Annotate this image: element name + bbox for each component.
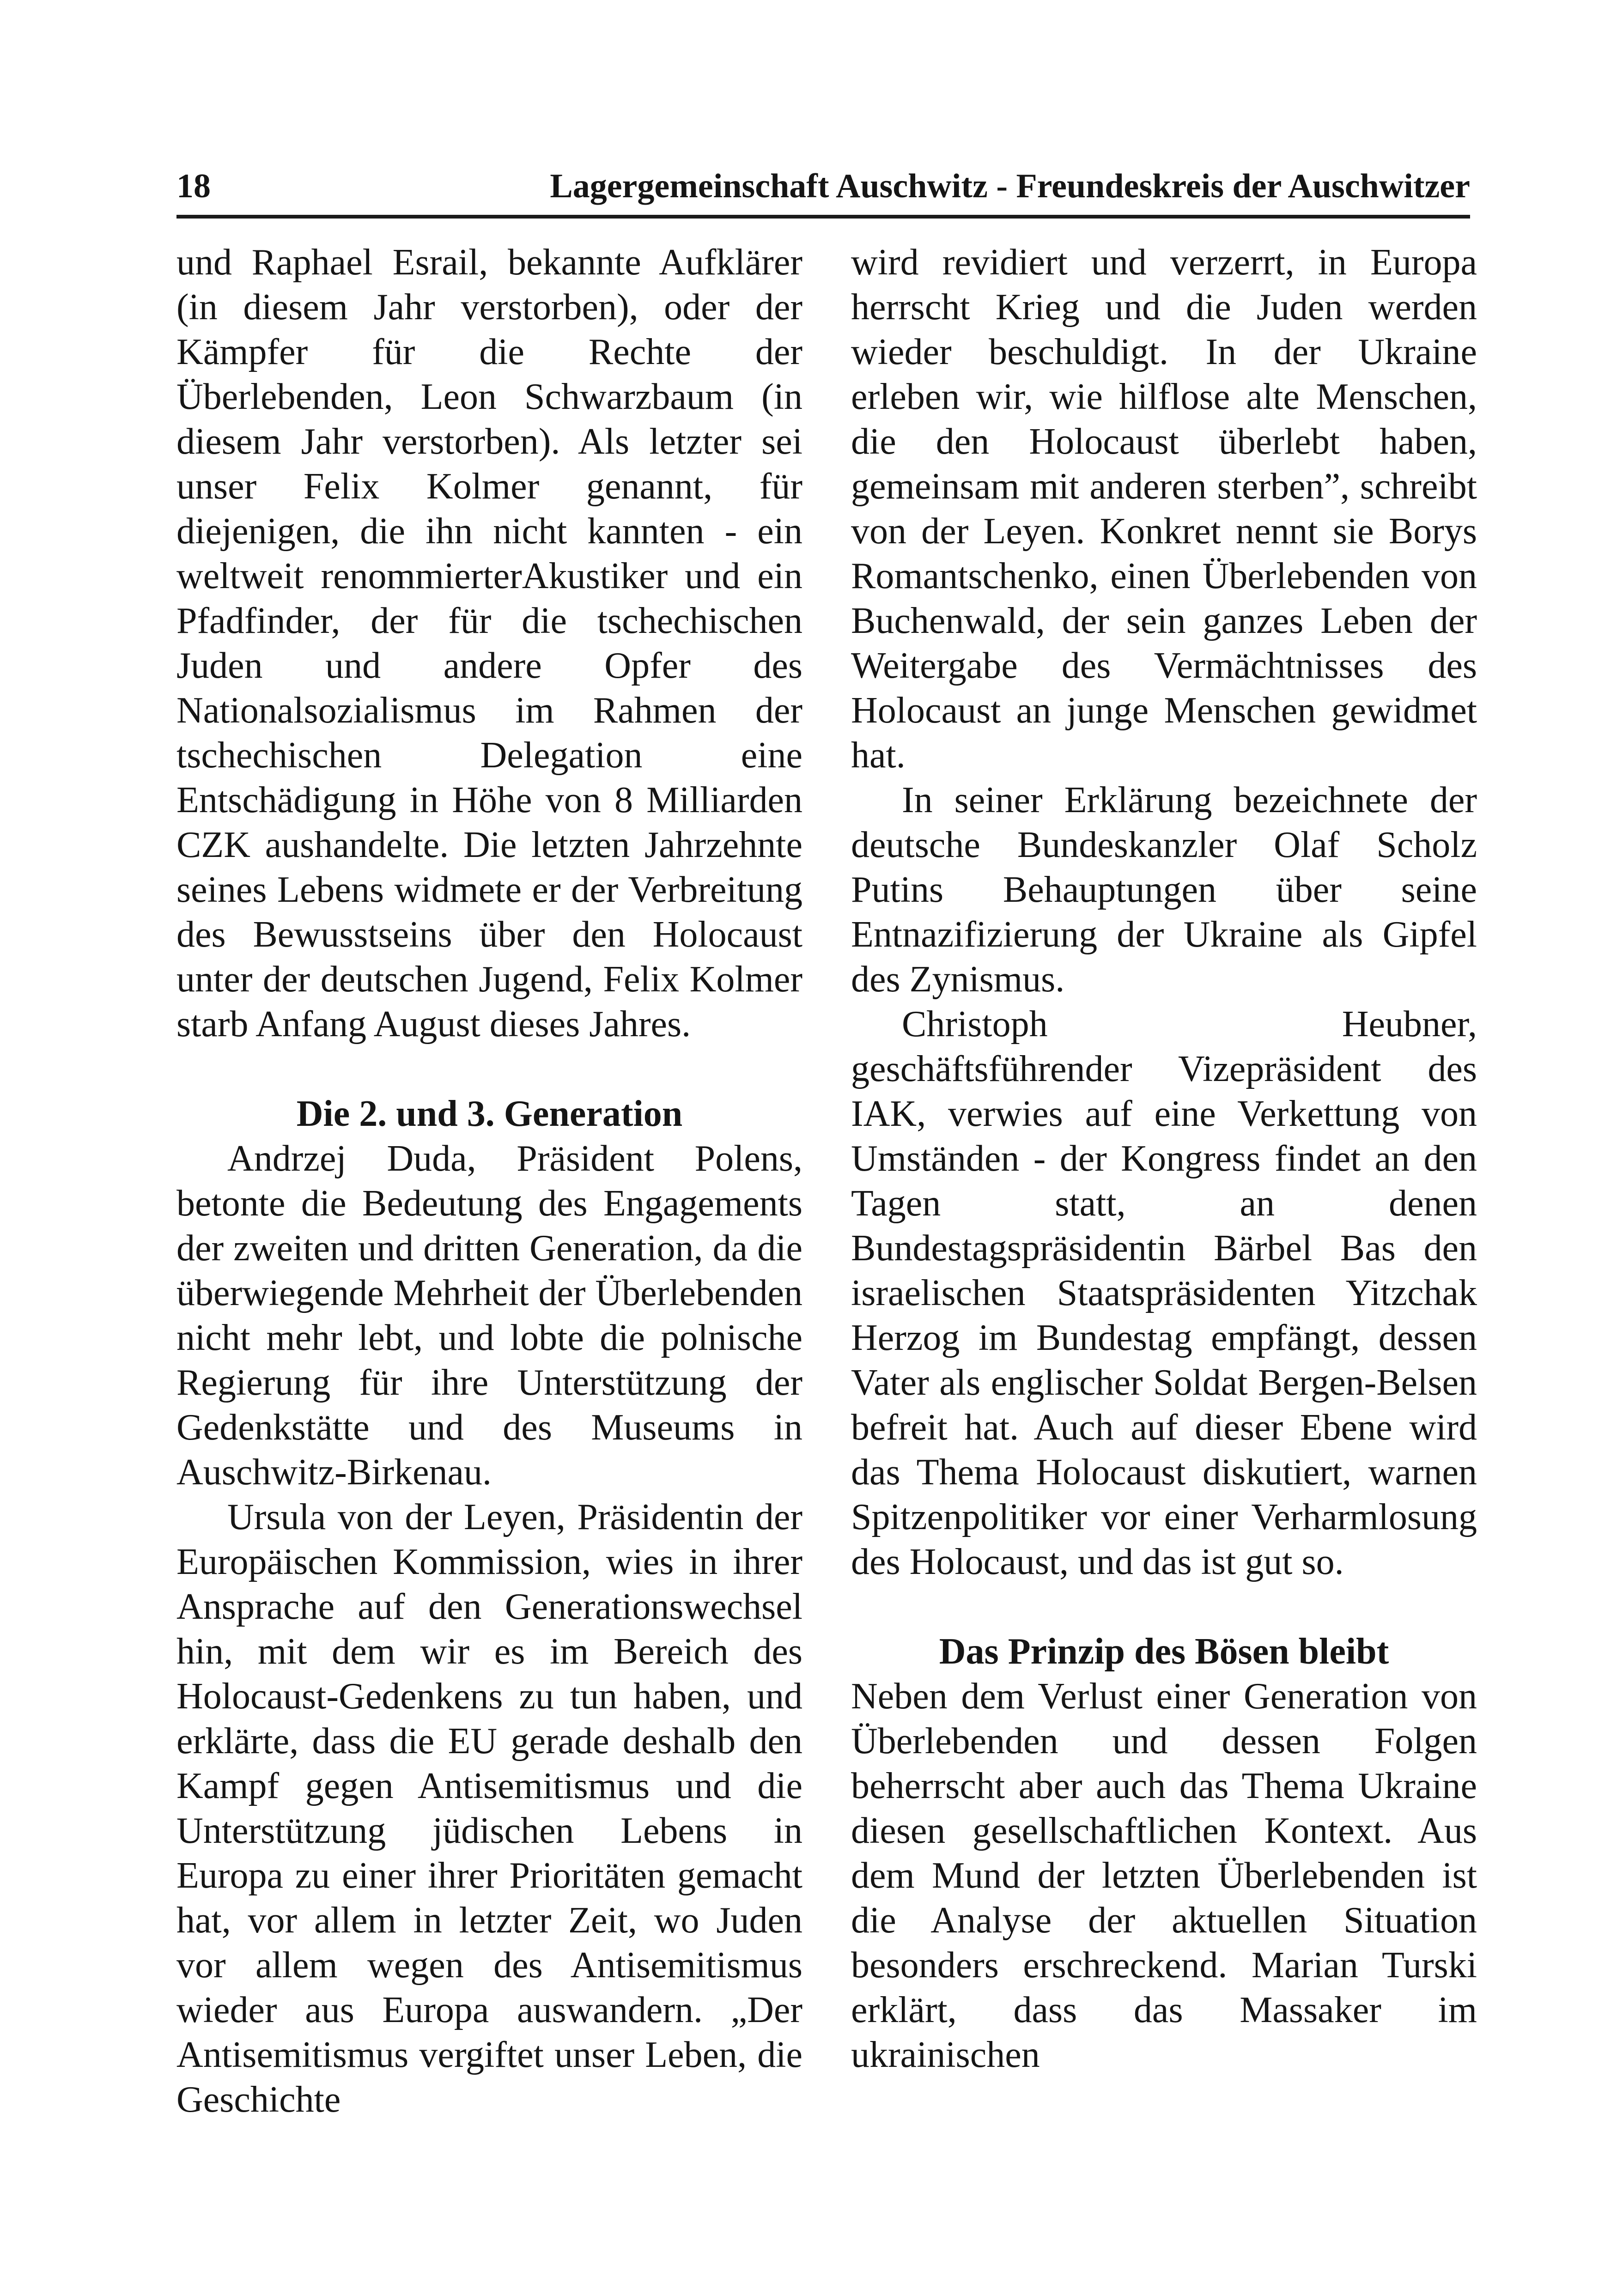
page-number: 18 — [176, 167, 211, 205]
paragraph-continuation: wird revidiert und verzerrt, in Europa herrscht Krieg und die Juden werden wieder beschuldigt. In der Ukraine erleben wir, wie hilflose alte Menschen, die den Holocaust überlebt haben, gemeinsam mit anderen sterben”, schreibt von der Leyen. Konkret nennt sie Borys Romantschenko, einen Überlebenden von Buchenwald, der sein ganzes Leben der Weitergabe des Vermächtnisses des Holocaust an junge Menschen gewidmet hat. — [851, 242, 1477, 776]
paragraph-von-der-leyen: Ursula von der Leyen, Präsidentin der Europäischen Kommission, wies in ihrer Ansprache auf den Generationswechsel hin, mit dem wir es im Bereich des Holocaust-Gedenkens zu tun haben, und erklärte, dass die EU gerade deshalb den Kampf gegen Antisemitismus und die Unterstützung jüdischen Lebens in Europa zu einer ihrer Prioritäten gemacht hat, vor allem in letzter Zeit, wo Juden vor allem wegen des Antisemitismus wieder aus Europa auswandern. „Der Antisemitismus vergiftet unser Leben, die Geschichte — [176, 1497, 802, 2120]
paragraph-kolmer: und Raphael Esrail, bekannte Aufklärer (in diesem Jahr verstorben), oder der Kämpfer für die Rechte der Überlebenden, Leon Schwarzbaum (in diesem Jahr verstorben). Als letzter sei unser Felix Kolmer genannt, für diejenigen, die ihn nicht kannten - ein weltweit renommierterAkustiker und ein Pfadfinder, der für die tschechischen Juden und andere Opfer des Nationalsozialismus im Rahmen der tschechischen Delegation eine Entschädigung in Höhe von 8 Milliarden CZK aushandelte. Die letzten Jahrzehnte seines Lebens widmete er der Verbreitung des Bewusstseins über den Holocaust unter der deutschen Jugend, Felix Kolmer starb Anfang August dieses Jahres. — [176, 242, 802, 1045]
paragraph-heubner: Christoph Heubner, geschäftsführender Vizepräsident des IAK, verwies auf eine Verkettung von Umständen - der Kongress findet an den Tagen statt, an denen Bundestagspräsidentin Bärbel Bas den israelischen Staatspräsidenten Yitzchak Herzog im Bundestag empfängt, dessen Vater als englischer Soldat Bergen-Belsen befreit hat. Auch auf dieser Ebene wird das Thema Holocaust diskutiert, warnen Spitzenpolitiker vor einer Verharmlosung des Holocaust, und das ist gut so. — [851, 1004, 1477, 1582]
section-heading-generation: Die 2. und 3. Generation — [296, 1093, 683, 1134]
left-column — [176, 240, 802, 2122]
paragraph-scholz: In seiner Erklärung bezeichnete der deutsche Bundeskanzler Olaf Scholz Putins Behauptungen über seine Entnazifizierung der Ukraine als Gipfel des Zynismus. — [851, 780, 1477, 1000]
paragraph-duda: Andrzej Duda, Präsident Polens, betonte die Bedeutung des Engagements der zweiten und dritten Generation, da die überwiegende Mehrheit der Überlebenden nicht mehr lebt, und lobte die polnische Regierung für ihre Unterstützung der Gedenkstätte und des Museums in Auschwitz-Birkenau. — [176, 1138, 802, 1493]
section-heading-prinzip: Das Prinzip des Bösen bleibt — [939, 1631, 1389, 1672]
section-gap — [851, 1585, 1477, 1629]
paragraph-ukraine: Neben dem Verlust einer Generation von Überlebenden und dessen Folgen beherrscht aber auch das Thema Ukraine diesen gesellschaftlichen Kontext. Aus dem Mund der letzten Überlebenden ist die Analyse der aktuellen Situation besonders erschreckend. Marian Turski erklärt, dass das Massaker im ukrainischen — [851, 1676, 1477, 2075]
section-gap — [176, 1047, 802, 1092]
running-header — [176, 159, 1470, 219]
right-column — [851, 240, 1477, 2077]
running-title: Lagergemeinschaft Auschwitz - Freundeskreis der Auschwitzer — [550, 167, 1470, 205]
